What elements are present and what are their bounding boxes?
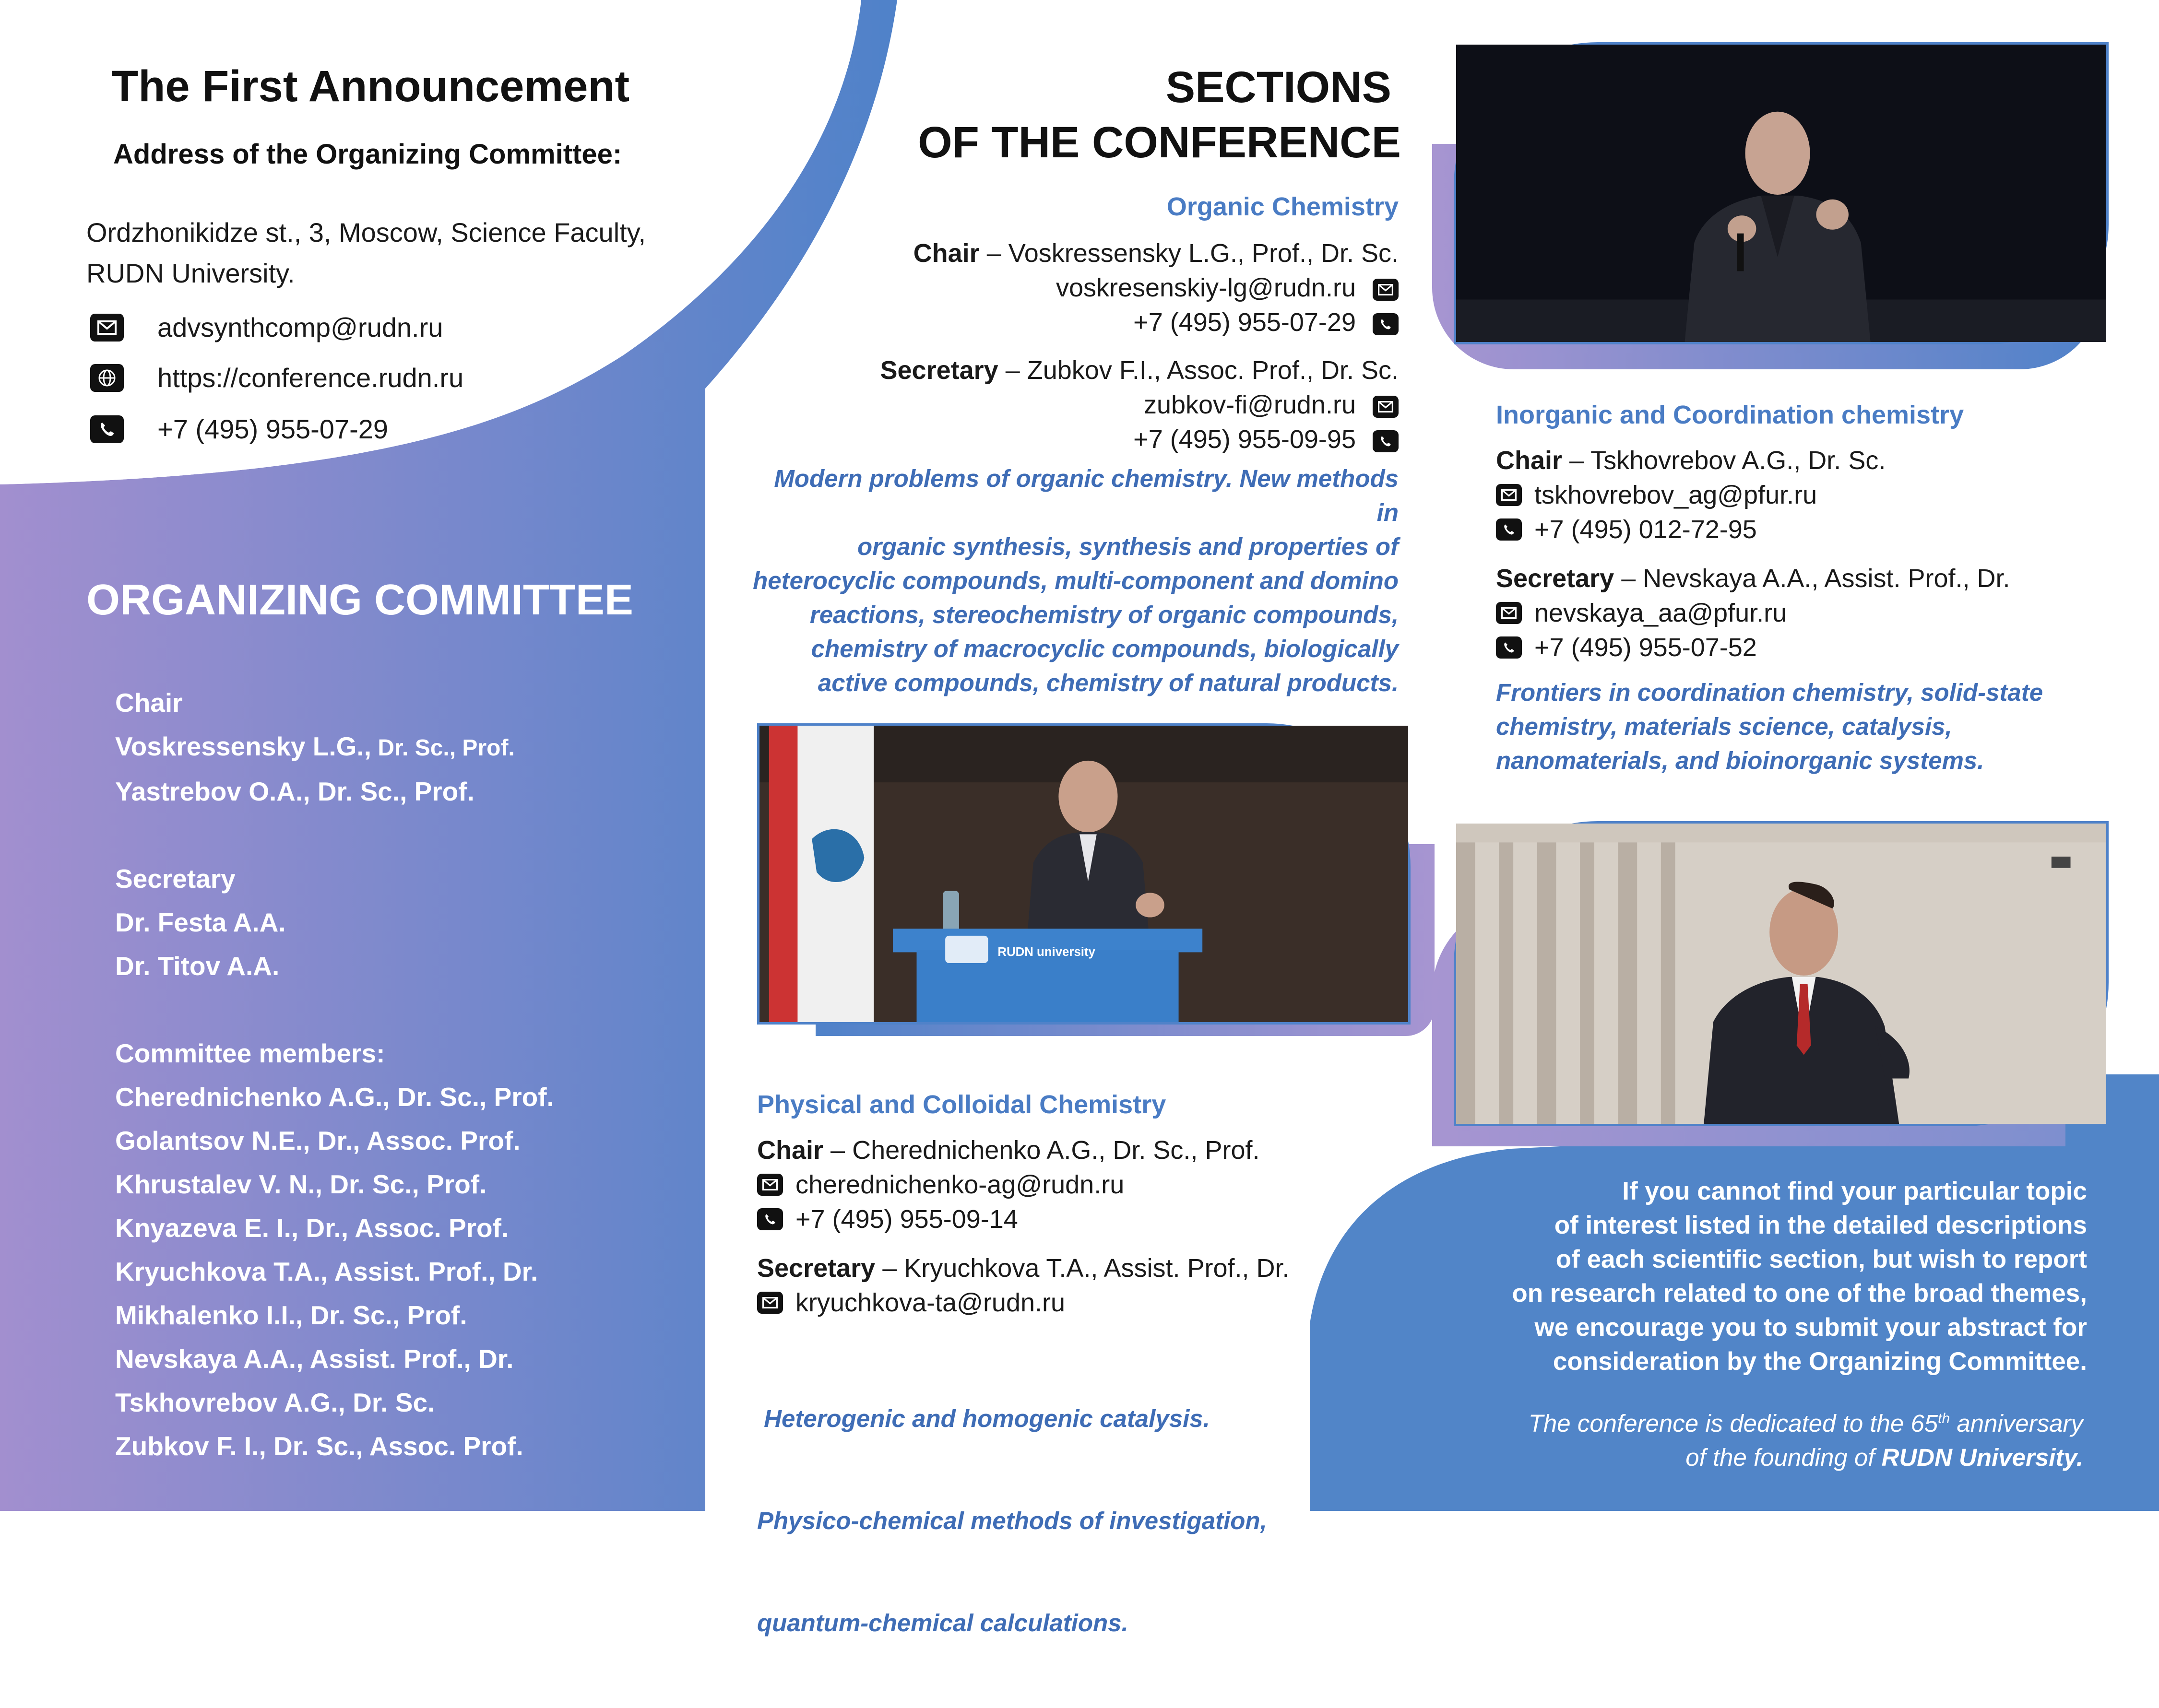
address-line-2: RUDN University.: [86, 258, 295, 288]
physical-chair: [757, 1133, 1371, 1167]
footer-note: [1382, 1174, 2087, 1378]
address-line-1: Ordzhonikidze st., 3, Moscow, Science Faculty,: [86, 217, 646, 247]
dedication-prefix: The conference is dedicated to the 65: [1528, 1410, 1938, 1437]
inorganic-chair: [1496, 443, 2120, 478]
phone-icon: [90, 415, 124, 443]
physical-chair-phone-row: [757, 1202, 1371, 1237]
physical-secretary-label: Secretary: [757, 1254, 876, 1283]
sections-title: [912, 60, 1401, 170]
committee-member: Mikhalenko I.I., Dr. Sc., Prof.: [115, 1300, 467, 1330]
committee-members-label: Committee members:: [115, 1038, 385, 1068]
organic-chair-phone: +7 (495) 955-07-29: [1133, 308, 1356, 337]
envelope-icon: [1496, 602, 1522, 624]
committee-chair-2: Yastrebov O.A., Dr. Sc., Prof.: [115, 777, 475, 806]
committee-spacer: [115, 813, 554, 857]
contact-phone: +7 (495) 955-07-29: [157, 414, 389, 444]
inorganic-secretary-email-row: [1496, 596, 2120, 630]
organic-chair-email[interactable]: voskresenskiy-lg@rudn.ru: [1056, 273, 1356, 302]
envelope-icon: [1496, 484, 1522, 506]
organic-description-line: organic synthesis, synthesis and properties of: [857, 533, 1399, 560]
footer-note-line: of each scientific section, but wish to report: [1555, 1245, 2087, 1273]
phone-icon: [757, 1208, 783, 1230]
envelope-icon: [1373, 279, 1399, 301]
committee-member: Nevskaya A.A., Assist. Prof., Dr.: [115, 1344, 514, 1374]
committee-chair-label: Chair: [115, 688, 183, 718]
contact-website-link[interactable]: https://conference.rudn.ru: [157, 363, 464, 393]
inorganic-secretary-email[interactable]: nevskaya_aa@pfur.ru: [1534, 599, 1787, 627]
inorganic-description-line: nanomaterials, and bioinorganic systems.: [1496, 747, 1984, 774]
inorganic-description-line: Frontiers in coordination chemistry, solid-state: [1496, 679, 2043, 706]
envelope-icon: [1373, 396, 1399, 418]
organic-chair-email-row: [748, 271, 1399, 305]
organic-chair-label: Chair: [913, 239, 980, 268]
physical-chair-label: Chair: [757, 1136, 824, 1165]
committee-chair-1-name: Voskressensky L.G.,: [115, 731, 371, 761]
inorganic-secretary-phone-row: [1496, 630, 2120, 665]
committee-secretary-label: Secretary: [115, 864, 236, 894]
phone-icon: [1496, 636, 1522, 659]
section-physical: [757, 1090, 1371, 1708]
section-physical-title: Physical and Colloidal Chemistry: [757, 1090, 1166, 1119]
phone-icon: [1496, 518, 1522, 541]
organic-secretary-phone-row: [748, 422, 1399, 457]
inorganic-chair-email-row: [1496, 478, 2120, 512]
committee-member: Cherednichenko A.G., Dr. Sc., Prof.: [115, 1082, 554, 1112]
page-title: The First Announcement: [111, 62, 630, 111]
dedication-note: [1382, 1402, 2083, 1474]
committee-member: Kryuchkova T.A., Assist. Prof., Dr.: [115, 1257, 538, 1286]
dedication-sup: th: [1938, 1411, 1950, 1426]
inorganic-chair-name: – Tskhovrebov A.G., Dr. Sc.: [1562, 446, 1886, 475]
committee-secretary-1: Dr. Festa A.A.: [115, 907, 286, 937]
organic-secretary: [748, 353, 1399, 388]
envelope-icon: [757, 1174, 783, 1196]
inorganic-chair-phone-row: [1496, 512, 2120, 547]
committee-member: Golantsov N.E., Dr., Assoc. Prof.: [115, 1126, 521, 1155]
committee-spacer: [115, 988, 554, 1032]
dedication-line-2: [1382, 1440, 2083, 1474]
organic-chair: [748, 236, 1399, 271]
committee-list: [115, 681, 554, 1468]
sections-title-line-1: SECTIONS: [1165, 63, 1391, 112]
globe-icon: [90, 364, 124, 392]
section-organic: [748, 192, 1399, 700]
dedication-university: RUDN University.: [1881, 1444, 2083, 1471]
section-inorganic: [1496, 400, 2120, 777]
address-heading: Address of the Organizing Committee:: [113, 139, 622, 170]
physical-secretary-name: – Kryuchkova T.A., Assist. Prof., Dr.: [875, 1254, 1290, 1283]
inorganic-description-line: chemistry, materials science, catalysis,: [1496, 713, 1952, 740]
committee-chair-1: [115, 725, 554, 770]
dedication-line-2-prefix: of the founding of: [1685, 1444, 1882, 1471]
contact-website-row: [90, 362, 463, 393]
physical-chair-email[interactable]: cherednichenko-ag@rudn.ru: [795, 1170, 1125, 1199]
envelope-icon: [757, 1292, 783, 1314]
organic-secretary-email-row: [748, 388, 1399, 422]
committee-member: Zubkov F. I., Dr. Sc., Assoc. Prof.: [115, 1431, 523, 1461]
organic-description-line: heterocyclic compounds, multi-component and domino: [753, 567, 1399, 594]
photo-speaker-top: [1454, 42, 2109, 344]
podium-logo-text: RUDN university: [997, 945, 1095, 959]
committee-member: Khrustalev V. N., Dr. Sc., Prof.: [115, 1169, 487, 1199]
envelope-icon: [90, 314, 124, 342]
organic-secretary-label: Secretary: [880, 356, 998, 385]
physical-secretary-email[interactable]: kryuchkova-ta@rudn.ru: [795, 1288, 1066, 1317]
committee-secretary-2: Dr. Titov A.A.: [115, 951, 280, 981]
dedication-suffix: anniversary: [1950, 1410, 2083, 1437]
phone-icon: [1373, 430, 1399, 452]
inorganic-secretary-phone: +7 (495) 955-07-52: [1534, 633, 1757, 662]
physical-description: [757, 1333, 1371, 1708]
organic-description: [748, 461, 1399, 700]
contact-phone-row: [90, 413, 388, 445]
physical-chair-phone: +7 (495) 955-09-14: [795, 1205, 1018, 1234]
footer-note-line: we encourage you to submit your abstract for: [1534, 1313, 2087, 1342]
organic-secretary-email[interactable]: zubkov-fi@rudn.ru: [1143, 390, 1356, 419]
footer-note-line: of interest listed in the detailed descriptions: [1554, 1211, 2087, 1239]
footer-note-line: consideration by the Organizing Committee.: [1553, 1347, 2087, 1376]
inorganic-chair-phone: +7 (495) 012-72-95: [1534, 515, 1757, 544]
committee-member: Knyazeva E. I., Dr., Assoc. Prof.: [115, 1213, 509, 1243]
photo-speaker-standing: [1454, 821, 2109, 1126]
footer-note-line: If you cannot find your particular topic: [1622, 1177, 2087, 1205]
inorganic-chair-label: Chair: [1496, 446, 1563, 475]
sections-title-line-2: OF THE CONFERENCE: [918, 118, 1401, 167]
physical-secretary-email-row: [757, 1285, 1371, 1320]
phone-icon: [1373, 313, 1399, 335]
physical-description-line: quantum-chemical calculations.: [757, 1609, 1128, 1637]
section-organic-title: Organic Chemistry: [1166, 192, 1399, 221]
physical-description-line: Heterogenic and homogenic catalysis.: [757, 1405, 1210, 1432]
organic-description-line: reactions, stereochemistry of organic compounds,: [809, 601, 1399, 628]
organic-description-line: chemistry of macrocyclic compounds, biologically: [811, 635, 1399, 662]
organic-description-line: active compounds, chemistry of natural products.: [818, 669, 1399, 696]
contact-email-row: [90, 312, 443, 343]
dedication-line-1: [1382, 1402, 2083, 1440]
inorganic-secretary-label: Secretary: [1496, 564, 1614, 593]
section-inorganic-title: Inorganic and Coordination chemistry: [1496, 400, 1964, 429]
physical-chair-name: – Cherednichenko A.G., Dr. Sc., Prof.: [823, 1136, 1260, 1165]
organic-secretary-name: – Zubkov F.I., Assoc. Prof., Dr. Sc.: [998, 356, 1399, 385]
photo-speaker-podium: [757, 723, 1411, 1025]
organic-description-line: Modern problems of organic chemistry. New methods in: [774, 465, 1399, 526]
physical-description-line: Physico-chemical methods of investigation,: [757, 1507, 1267, 1534]
inorganic-secretary-name: – Nevskaya A.A., Assist. Prof., Dr.: [1614, 564, 2010, 593]
inorganic-description: [1496, 675, 2120, 777]
inorganic-chair-email[interactable]: tskhovrebov_ag@pfur.ru: [1534, 481, 1817, 509]
footer-note-line: on research related to one of the broad themes,: [1512, 1279, 2087, 1308]
organic-secretary-phone: +7 (495) 955-09-95: [1133, 425, 1356, 454]
physical-chair-email-row: [757, 1167, 1371, 1202]
physical-secretary: [757, 1251, 1371, 1285]
inorganic-secretary: [1496, 561, 2120, 596]
committee-chair-1-title: Dr. Sc., Prof.: [371, 735, 515, 761]
organic-chair-name: – Voskressensky L.G., Prof., Dr. Sc.: [979, 239, 1399, 268]
contact-email-link[interactable]: advsynthcomp@rudn.ru: [157, 312, 443, 342]
committee-title: ORGANIZING COMMITTEE: [86, 576, 633, 624]
organic-chair-phone-row: [748, 305, 1399, 340]
committee-member: Tskhovrebov A.G., Dr. Sc.: [115, 1388, 435, 1417]
